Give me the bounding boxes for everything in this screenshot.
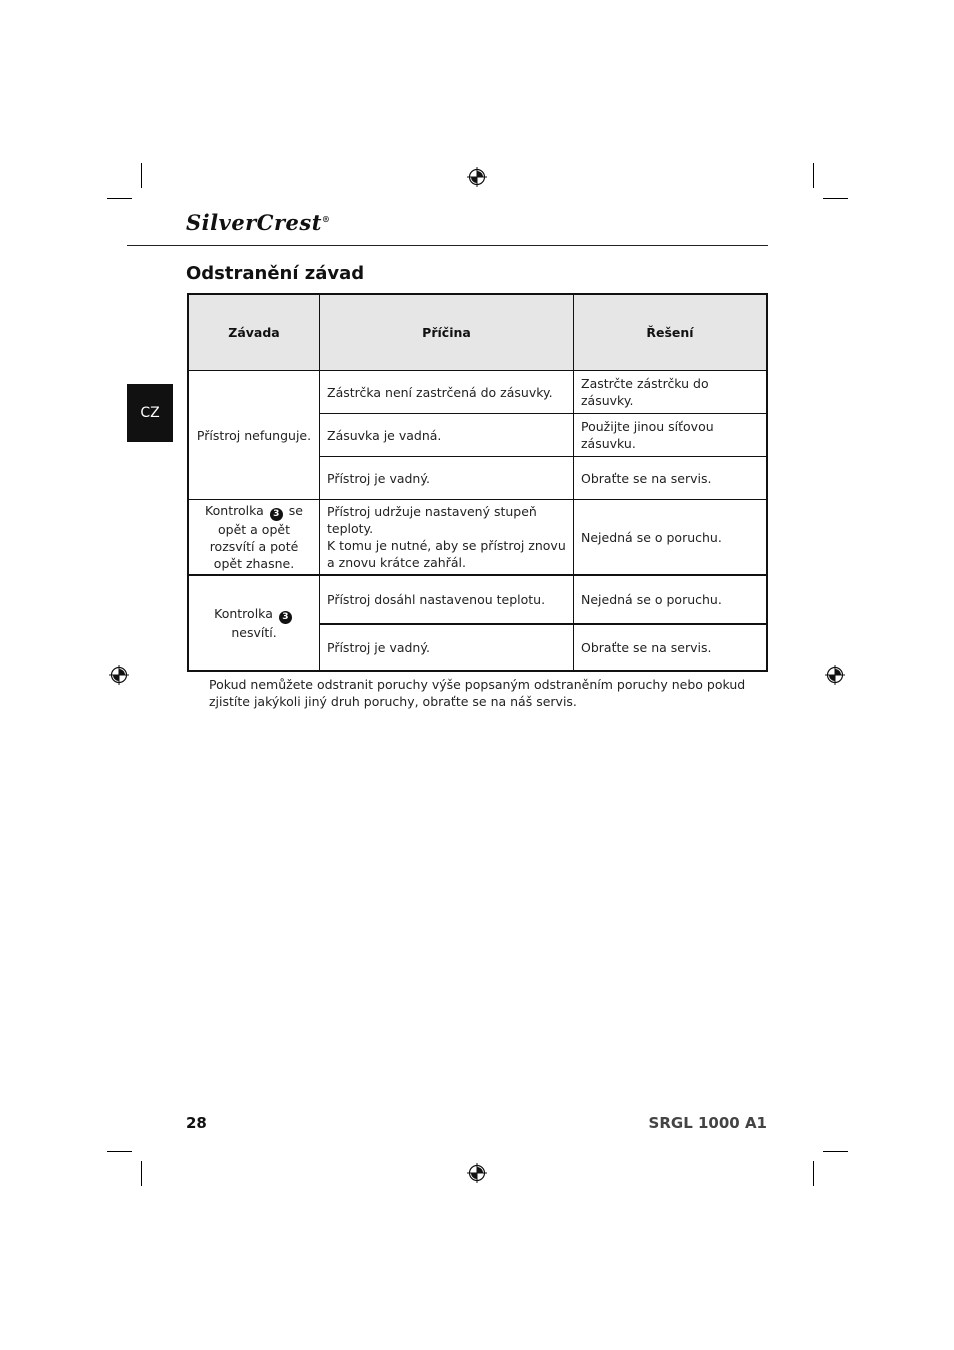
fault-text bbox=[196, 605, 312, 641]
cause-text bbox=[327, 503, 566, 571]
column-header-solution: Řešení bbox=[574, 295, 766, 370]
indicator-number-badge: 3 bbox=[270, 508, 283, 521]
cause-line: a znovu krátce zahřál. bbox=[327, 555, 466, 570]
solution-cell: Nejedná se o poruchu. bbox=[581, 529, 722, 545]
section-title: Odstranění závad bbox=[186, 263, 365, 284]
brand-logo bbox=[186, 210, 330, 235]
cause-cell: Zásuvka je vadná. bbox=[327, 427, 442, 443]
fault-cell bbox=[189, 500, 319, 574]
crop-mark bbox=[107, 1151, 132, 1152]
cause-cell: Přístroj dosáhl nastavenou teplotu. bbox=[327, 592, 546, 607]
cause-line: K tomu je nutné, aby se přístroj znovu bbox=[327, 538, 566, 553]
fault-text-part: Kontrolka bbox=[214, 606, 273, 621]
service-note: Pokud nemůžete odstranit poruchy výše popsaným odstraněním poruchy nebo pokud zjistíte jakýkoli jiný druh poruchy, obraťte se na náš servis. bbox=[209, 677, 746, 709]
fault-text-part: nesvítí. bbox=[231, 625, 277, 640]
crop-mark bbox=[141, 163, 142, 188]
crop-mark bbox=[141, 1161, 142, 1186]
cause-cell: Přístroj je vadný. bbox=[327, 640, 430, 655]
solution-cell: Obraťte se na servis. bbox=[581, 470, 712, 486]
fault-cell bbox=[189, 576, 319, 670]
header-divider bbox=[127, 245, 768, 246]
page-number: 28 bbox=[186, 1114, 207, 1132]
fault-text bbox=[194, 502, 314, 572]
indicator-number-badge: 3 bbox=[279, 611, 292, 624]
crop-mark bbox=[813, 163, 814, 188]
fault-cell: Přístroj nefunguje. bbox=[196, 427, 312, 443]
language-tab: CZ bbox=[127, 384, 173, 442]
crop-mark bbox=[107, 198, 132, 199]
registration-target-icon bbox=[467, 1163, 487, 1183]
cause-line: Přístroj udržuje nastavený stupeň teploty. bbox=[327, 504, 537, 536]
registration-target-icon bbox=[825, 665, 845, 685]
column-header-cause: Příčina bbox=[320, 295, 573, 370]
solution-cell: Obraťte se na servis. bbox=[581, 640, 712, 655]
model-number: SRGL 1000 A1 bbox=[648, 1114, 767, 1132]
crop-mark bbox=[823, 198, 848, 199]
cause-cell: Zástrčka není zastrčená do zásuvky. bbox=[327, 384, 553, 400]
fault-text-part: Kontrolka bbox=[205, 503, 264, 518]
solution-cell: Zastrčte zástrčku do zásuvky. bbox=[581, 376, 709, 408]
brand-name: SilverCrest bbox=[186, 210, 322, 235]
crop-mark bbox=[813, 1161, 814, 1186]
brand-registered-mark: ® bbox=[321, 214, 331, 224]
crop-mark bbox=[823, 1151, 848, 1152]
solution-cell: Použijte jinou síťovou zásuvku. bbox=[581, 419, 714, 451]
fault-text-part: se opět a opět rozsvítí a poté opět zhasne. bbox=[209, 503, 303, 571]
cause-cell bbox=[320, 500, 573, 574]
column-header-fault: Závada bbox=[189, 295, 319, 370]
registration-target-icon bbox=[109, 665, 129, 685]
troubleshooting-table bbox=[187, 293, 768, 672]
solution-cell: Nejedná se o poruchu. bbox=[581, 592, 722, 607]
registration-target-icon bbox=[467, 167, 487, 187]
cause-cell: Přístroj je vadný. bbox=[327, 470, 430, 486]
